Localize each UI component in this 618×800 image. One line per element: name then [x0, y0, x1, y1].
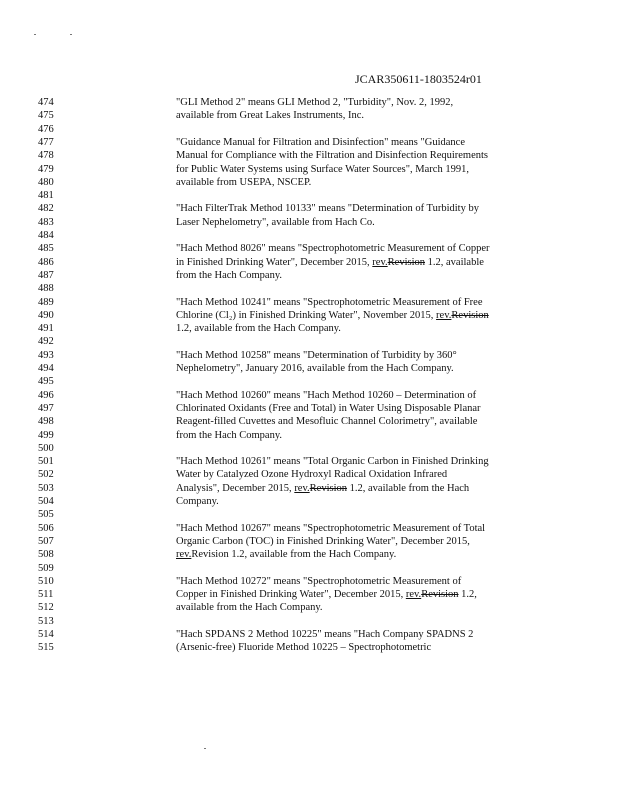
line-number: 488 — [38, 283, 54, 295]
line-number: 503 — [38, 482, 54, 494]
line-number: 476 — [38, 123, 54, 135]
line-number: 506 — [38, 522, 54, 534]
line-text: from the Hach Company. — [176, 269, 283, 281]
line-number: 485 — [38, 243, 54, 255]
line-number: 504 — [38, 496, 54, 507]
line-number: 498 — [38, 416, 54, 428]
deleted-text: Revision — [421, 589, 459, 601]
line-number: 474 — [38, 97, 54, 108]
line-text: available from the Hach Company. — [176, 602, 323, 614]
scan-speck — [70, 34, 72, 35]
line-text: "Guidance Manual for Filtration and Disinfection" means "Guidance — [176, 136, 465, 148]
line-number: 489 — [38, 296, 54, 308]
line-number: 497 — [38, 402, 54, 414]
inserted-text: rev. — [436, 309, 452, 321]
inserted-text: rev. — [405, 589, 422, 601]
line-text-segment: Chlorine (Cl₂) in Finished Drinking Water", November 2015, — [176, 309, 437, 321]
line-number: 487 — [38, 269, 54, 281]
line-text: "Hach Method 8026" means "Spectrophotometric Measurement of Copper — [176, 243, 490, 255]
line-text: available from USEPA, NSCEP. — [176, 176, 312, 188]
line-number: 508 — [38, 549, 54, 561]
line-number: 507 — [38, 535, 54, 547]
line-text: "Hach SPDANS 2 Method 10225" means "Hach Company SPADNS 2 — [176, 629, 474, 640]
line-number: 492 — [38, 336, 54, 348]
line-number: 494 — [38, 363, 54, 374]
line-number: 482 — [38, 203, 54, 215]
line-text: Reagent-filled Cuvettes and Mesofluic Channel Colorimetry", available — [176, 416, 478, 428]
line-text — [176, 256, 576, 269]
line-number: 495 — [38, 376, 54, 388]
line-number: 500 — [38, 442, 54, 454]
line-number: 475 — [38, 110, 54, 122]
line-text: "Hach Method 10241" means "Spectrophotometric Measurement of Free — [176, 296, 483, 308]
line-text: Chlorinated Oxidants (Free and Total) in Water Using Disposable Planar — [176, 402, 481, 414]
line-text: Laser Nephelometry", available from Hach Co. — [176, 216, 375, 228]
line-text: Nephelometry", January 2016, available from the Hach Company. — [176, 363, 454, 374]
line-number: 486 — [38, 256, 54, 268]
line-text: "Hach Method 10260" means "Hach Method 10260 – Determination of — [176, 389, 477, 401]
document-id: JCAR350611-1803524r01 — [355, 72, 482, 86]
scan-speck — [34, 34, 36, 35]
line-number: 501 — [38, 456, 54, 468]
line-number: 496 — [38, 389, 54, 401]
line-text-segment: 1.2, available — [425, 256, 484, 268]
line-number: 480 — [38, 176, 54, 188]
line-number: 490 — [38, 309, 54, 321]
line-text: "Hach FilterTrak Method 10133" means "Determination of Turbidity by — [176, 203, 479, 215]
line-text: for Public Water Systems using Surface Water Sources", March 1991, — [176, 163, 469, 175]
line-number: 481 — [38, 190, 54, 202]
line-text: from the Hach Company. — [176, 429, 283, 441]
deleted-text: Revision — [451, 309, 489, 321]
line-text: "Hach Method 10272" means "Spectrophotometric Measurement of — [176, 575, 462, 587]
line-number: 509 — [38, 562, 54, 574]
line-text — [176, 588, 576, 601]
line-text: "Hach Method 10258" means "Determination of Turbidity by 360° — [176, 349, 457, 361]
line-text: Company. — [176, 496, 219, 507]
line-text-segment: Analysis", December 2015, — [176, 482, 295, 494]
line-text: 1.2, available from the Hach Company. — [176, 323, 341, 335]
line-text-segment: Revision 1.2, available from the Hach Company. — [191, 549, 397, 561]
line-text-segment: in Finished Drinking Water", December 2015, — [176, 256, 373, 268]
line-text: Organic Carbon (TOC) in Finished Drinking Water", December 2015, — [176, 535, 470, 547]
line-number: 478 — [38, 150, 54, 162]
line-number: 491 — [38, 323, 54, 335]
line-number: 499 — [38, 429, 54, 441]
line-text: "GLI Method 2" means GLI Method 2, "Turbidity", Nov. 2, 1992, — [176, 97, 454, 108]
inserted-text: rev. — [176, 549, 192, 561]
line-text: "Hach Method 10267" means "Spectrophotometric Measurement of Total — [176, 522, 486, 534]
line-number: 514 — [38, 629, 54, 640]
line-text: available from Great Lakes Instruments, Inc. — [176, 110, 365, 122]
line-number: 493 — [38, 349, 54, 361]
line-number: 512 — [38, 602, 54, 614]
deleted-text: Revision — [309, 482, 348, 494]
line-text: (Arsenic-free) Fluoride Method 10225 – Spectrophotometric — [176, 642, 432, 654]
line-text-segment: 1.2, available from the Hach — [347, 482, 470, 494]
line-number: 515 — [38, 642, 54, 654]
line-number: 510 — [38, 575, 54, 587]
line-number: 513 — [38, 615, 54, 627]
line-text — [176, 548, 576, 561]
inserted-text: rev. — [294, 482, 310, 494]
line-text: Water by Catalyzed Ozone Hydroxyl Radical Oxidation Infrared — [176, 469, 448, 481]
line-number: 484 — [38, 230, 54, 241]
line-number: 505 — [38, 509, 54, 521]
line-text — [176, 482, 576, 495]
scan-speck — [204, 748, 206, 749]
line-text: "Hach Method 10261" means "Total Organic Carbon in Finished Drinking — [176, 456, 489, 468]
line-text: Manual for Compliance with the Filtration and Disinfection Requirements — [176, 150, 489, 162]
line-number: 483 — [38, 216, 54, 228]
line-text-segment: 1.2, — [458, 589, 477, 601]
line-number: 477 — [38, 136, 54, 148]
line-text-segment: Copper in Finished Drinking Water", December 2015, — [176, 589, 406, 601]
line-text — [176, 309, 576, 322]
deleted-text: Revision — [387, 256, 425, 268]
line-number: 479 — [38, 163, 54, 175]
line-number: 511 — [38, 589, 54, 601]
inserted-text: rev. — [372, 256, 388, 268]
line-number: 502 — [38, 469, 54, 481]
